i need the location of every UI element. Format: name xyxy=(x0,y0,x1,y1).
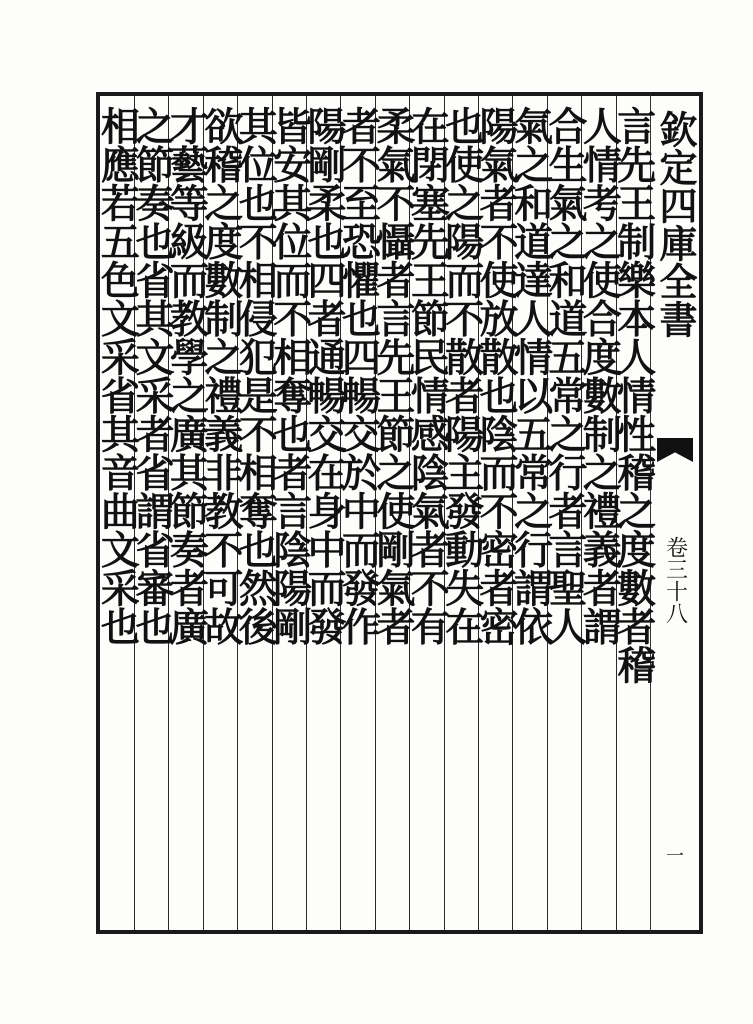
column-text: 才藝等級而教學之廣其節奏者廣 xyxy=(163,106,210,645)
column-text: 言先王制樂本人情性稽之度數者稽 xyxy=(610,106,657,684)
leaf-number: 一 xyxy=(666,846,684,867)
column-text: 之節奏也省其文采者省謂省審也 xyxy=(129,106,176,645)
column-text: 氣之和道達人情以五常之行謂依 xyxy=(507,106,554,645)
fishtail-mark-icon xyxy=(657,438,693,462)
column-text: 合生氣之和道五常之行者言聖人 xyxy=(541,106,588,645)
text-columns xyxy=(94,96,657,930)
column-text: 陽剛柔也四者通暢交在身中而發 xyxy=(301,106,348,645)
chapter-label: 卷三十八 xyxy=(662,536,688,624)
column-text: 也使之陽而不散者陽主發動失在 xyxy=(438,106,485,645)
text-frame xyxy=(94,92,657,934)
book-title: 欽定四庫全書 xyxy=(652,110,698,338)
page-margin-strip xyxy=(651,92,703,934)
column-text: 欲稽之度數制之禮義非教不可故 xyxy=(197,106,244,645)
column-text: 人情考之使合度數制之禮義者謂 xyxy=(576,106,623,645)
column-text: 皆安其位而不相奪也者言陰陽剛 xyxy=(266,106,313,645)
column-text: 在閉塞先王節民情感陰氣者不有 xyxy=(404,106,451,645)
column-text: 柔氣不懾者言先王節之使剛氣者 xyxy=(369,106,416,645)
column-text: 其位也不相侵犯是不相奪也然後 xyxy=(232,106,279,645)
column-text: 陽氣者不使放散也陰而不密者密 xyxy=(473,106,520,645)
column-text: 者不至恐懼也四暢交於中而發作 xyxy=(335,106,382,645)
text-column xyxy=(94,96,141,930)
column-text: 相應若五色文采省其音曲文采也 xyxy=(94,106,141,645)
